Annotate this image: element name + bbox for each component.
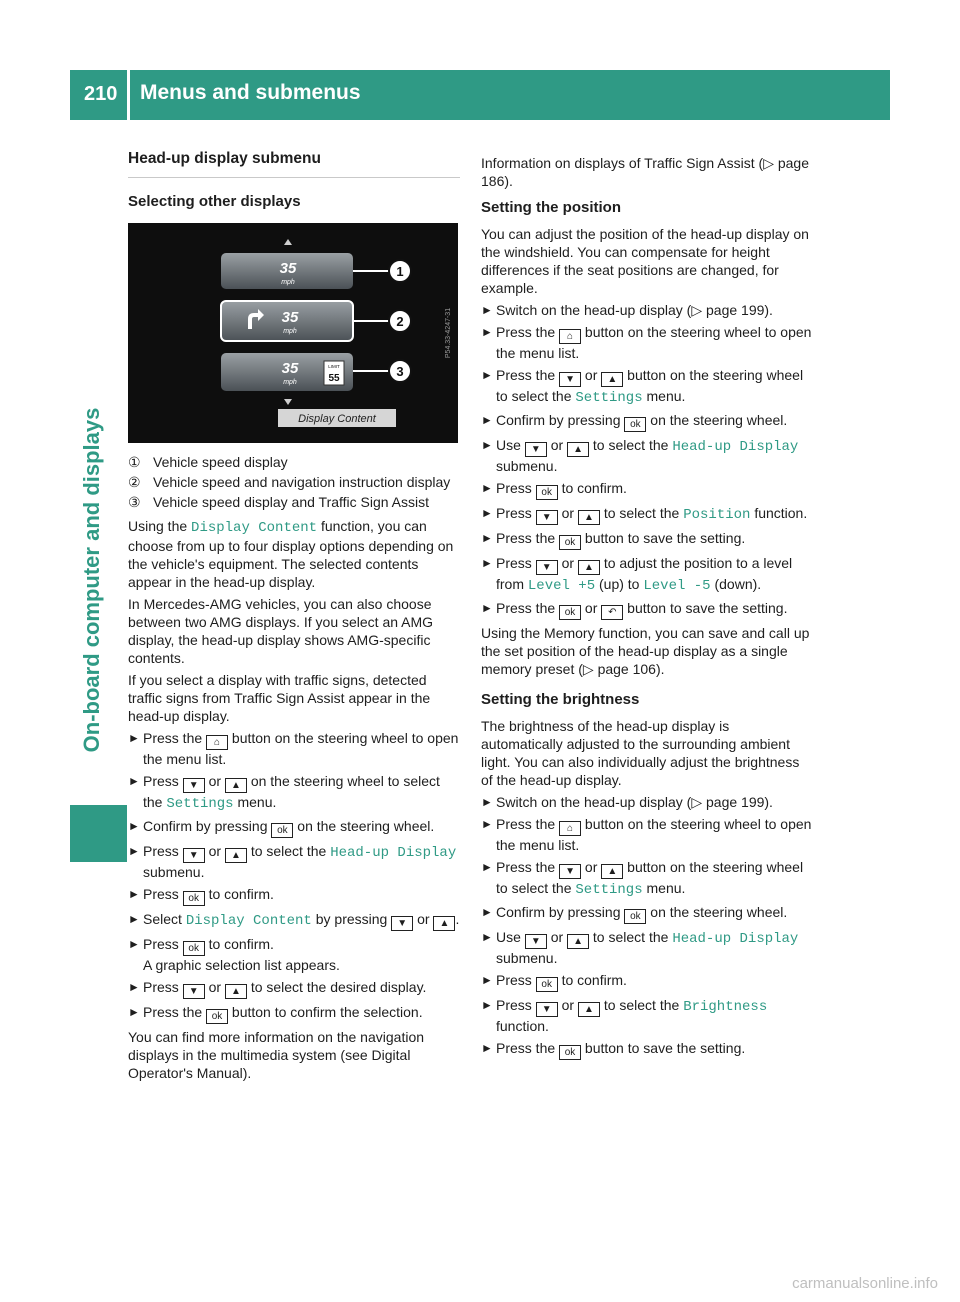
section-title: Head-up display submenu <box>128 150 321 167</box>
paragraph: Information on displays of Traffic Sign Assist (▷ page 186). <box>481 155 810 189</box>
list-item: ► Press ok to confirm. <box>481 480 627 498</box>
up-arrow-icon: ▲ <box>567 934 589 949</box>
ok-button-icon: ok <box>624 417 646 432</box>
up-arrow-icon: ▲ <box>225 984 247 999</box>
up-arrow-icon: ▲ <box>567 442 589 457</box>
list-item: ► Press the ⌂ button on the steering wheel to open the menu list. <box>481 816 812 853</box>
speed-unit-1: mph <box>281 279 295 286</box>
up-arrow-icon: ▲ <box>578 510 600 525</box>
ok-button-icon: ok <box>559 1045 581 1060</box>
page-header <box>70 70 890 120</box>
ok-button-icon: ok <box>206 1009 228 1024</box>
down-arrow-icon: ▼ <box>536 510 558 525</box>
speed-value-1: 35 <box>279 260 297 277</box>
callout-2-number: 2 <box>396 314 404 329</box>
sidebar-marker <box>70 805 127 862</box>
speed-limit-label: LIMIT <box>328 364 340 369</box>
up-arrow-icon: ▲ <box>578 560 600 575</box>
header-divider <box>127 70 130 120</box>
home-icon: ⌂ <box>206 735 228 750</box>
display-content-caption: Display Content <box>298 413 376 425</box>
ok-button-icon: ok <box>183 941 205 956</box>
hud-figure <box>128 223 458 443</box>
list-item: ► Press ▼ or ▲ to select the Head-up Display submenu. <box>128 843 457 880</box>
up-arrow-icon: ▲ <box>601 864 623 879</box>
list-item: ► Press ▼ or ▲ to select the Position function. <box>481 505 808 523</box>
speed-unit-2: mph <box>283 328 297 335</box>
list-item: ► Press the ⌂ button on the steering wheel to open the menu list. <box>128 730 459 767</box>
paragraph: You can find more information on the navigation displays in the multimedia system (see Digital Operator's Manual). <box>128 1029 425 1081</box>
list-item: ► Press the ▼ or ▲ button on the steering wheel to select the Settings menu. <box>481 859 804 898</box>
legend-item: ① Vehicle speed display <box>128 454 288 470</box>
left-column <box>128 150 460 1086</box>
list-item: ► Press ok to confirm. A graphic selection list appears. <box>128 936 340 973</box>
scroll-up-icon <box>284 239 292 245</box>
ok-button-icon: ok <box>559 535 581 550</box>
ok-button-icon: ok <box>536 485 558 500</box>
down-arrow-icon: ▼ <box>536 1002 558 1017</box>
up-arrow-icon: ▲ <box>433 916 455 931</box>
down-arrow-icon: ▼ <box>183 778 205 793</box>
speed-value-2: 35 <box>281 309 299 326</box>
callout-1-number: 1 <box>396 264 404 279</box>
paragraph: Using the Display Content function, you can choose from up to four display options depending on the vehicle's equipment. The selected contents appear in the head-up display. <box>128 518 454 590</box>
ok-button-icon: ok <box>559 605 581 620</box>
up-arrow-icon: ▲ <box>225 848 247 863</box>
list-item: ► Confirm by pressing ok on the steering wheel. <box>481 904 788 922</box>
down-arrow-icon: ▼ <box>525 934 547 949</box>
speed-unit-3: mph <box>283 379 297 386</box>
list-item: ► Switch on the head-up display (▷ page 199). <box>481 302 773 318</box>
list-item: ► Confirm by pressing ok on the steering wheel. <box>128 818 435 836</box>
figure-code: P54.33-4247-31 <box>445 307 452 359</box>
list-item: ► Select Display Content by pressing ▼ or ▲ . <box>128 911 460 929</box>
down-arrow-icon: ▼ <box>183 984 205 999</box>
speed-limit-value: 55 <box>328 373 340 384</box>
ok-button-icon: ok <box>271 823 293 838</box>
up-arrow-icon: ▲ <box>225 778 247 793</box>
list-item: ► Use ▼ or ▲ to select the Head-up Display submenu. <box>481 437 799 474</box>
list-item: ► Press the ⌂ button on the steering wheel to open the menu list. <box>481 324 812 361</box>
list-item: ► Press the ok button to save the setting. <box>481 1040 746 1058</box>
right-column <box>481 154 813 1064</box>
legend-item: ② Vehicle speed and navigation instruction display <box>128 474 451 490</box>
paragraph: In Mercedes-AMG vehicles, you can also choose between two AMG displays. If you select an AMG display, the head-up display shows AMG-specific contents. <box>128 596 434 666</box>
down-arrow-icon: ▼ <box>536 560 558 575</box>
watermark: carmanualsonline.info <box>792 1275 938 1292</box>
list-item: ► Press the ▼ or ▲ button on the steering wheel to select the Settings menu. <box>481 367 804 406</box>
scroll-down-icon <box>284 399 292 405</box>
list-item: ► Press ▼ or ▲ to select the Brightness function. <box>481 997 768 1034</box>
list-item: ► Press ▼ or ▲ on the steering wheel to select the Settings menu. <box>128 773 440 812</box>
page-number: 210 <box>84 83 118 105</box>
list-item: ► Press ▼ or ▲ to adjust the position to a level from Level +5 (up) to Level -5 (down). <box>481 555 793 594</box>
hud-display-illustration <box>128 223 458 443</box>
back-button-icon: ↶ <box>601 605 623 620</box>
list-item: ► Press the ok or ↶ button to save the setting. <box>481 600 788 618</box>
down-arrow-icon: ▼ <box>559 864 581 879</box>
list-item: ► Switch on the head-up display (▷ page 199). <box>481 794 773 810</box>
list-item: ► Press the ok button to confirm the selection. <box>128 1004 423 1022</box>
list-item: ► Use ▼ or ▲ to select the Head-up Display submenu. <box>481 929 799 966</box>
home-icon: ⌂ <box>559 329 581 344</box>
list-item: ► Press ▼ or ▲ to select the desired display. <box>128 979 427 997</box>
sidebar-chapter-label: On-board computer and displays <box>79 407 104 753</box>
list-item: ► Confirm by pressing ok on the steering wheel. <box>481 412 788 430</box>
list-item: ► Press the ok button to save the setting. <box>481 530 746 548</box>
down-arrow-icon: ▼ <box>183 848 205 863</box>
header-title: Menus and submenus <box>140 81 361 104</box>
ok-button-icon: ok <box>536 977 558 992</box>
paragraph: The brightness of the head-up display is automatically adjusted to the surrounding ambient light. You can also individually adjust the brightness of the head-up display. <box>481 718 800 788</box>
section-divider <box>128 177 460 178</box>
heading-position: Setting the position <box>481 199 621 216</box>
paragraph: You can adjust the position of the head-up display on the windshield. You can compensate for height differences if the seat positions are changed, for example. <box>481 226 809 296</box>
list-item: ► Press ok to confirm. <box>481 972 627 990</box>
up-arrow-icon: ▲ <box>601 372 623 387</box>
up-arrow-icon: ▲ <box>578 1002 600 1017</box>
paragraph: Using the Memory function, you can save and call up the set position of the head-up display as a single memory preset (▷ page 106). <box>481 625 810 677</box>
callout-3-number: 3 <box>396 364 404 379</box>
subsection-title: Selecting other displays <box>128 193 301 210</box>
list-item: ► Press ok to confirm. <box>128 886 274 904</box>
heading-brightness: Setting the brightness <box>481 691 640 708</box>
paragraph: If you select a display with traffic signs, detected traffic signs from Traffic Sign Assist appear in the head-up display. <box>128 672 431 724</box>
legend-item: ③ Vehicle speed display and Traffic Sign Assist <box>128 494 430 510</box>
down-arrow-icon: ▼ <box>559 372 581 387</box>
down-arrow-icon: ▼ <box>391 916 413 931</box>
home-icon: ⌂ <box>559 821 581 836</box>
ok-button-icon: ok <box>624 909 646 924</box>
down-arrow-icon: ▼ <box>525 442 547 457</box>
ok-button-icon: ok <box>183 891 205 906</box>
speed-value-3: 35 <box>281 360 299 377</box>
